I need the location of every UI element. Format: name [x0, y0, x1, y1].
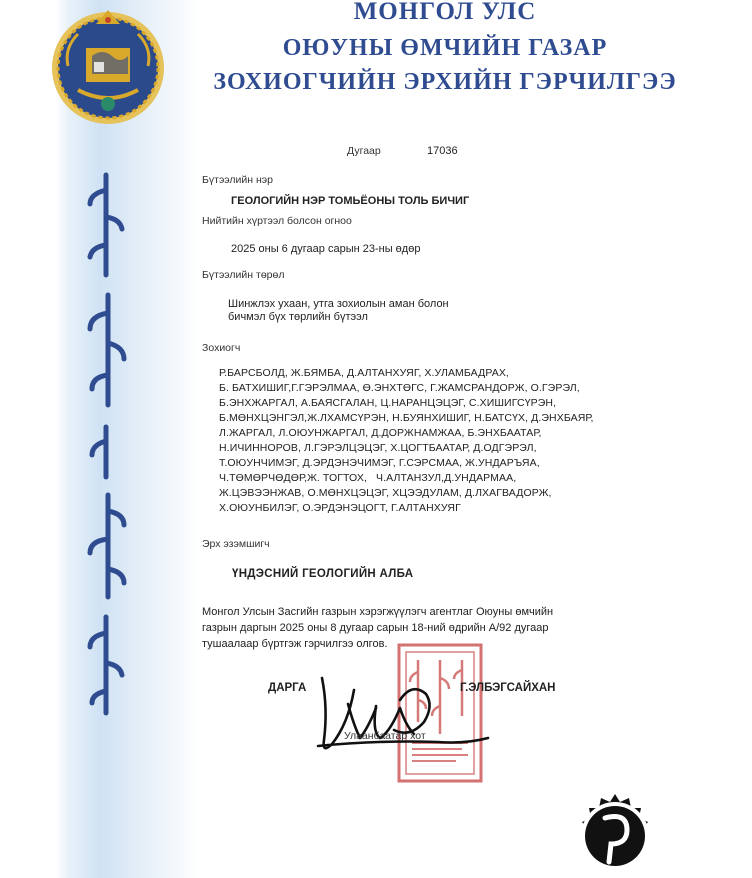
pub-date-label: Нийтийн хүртээл болсон огноо: [202, 215, 352, 227]
order-text-line: Монгол Улсын Засгийн газрын хэрэгжүүлэгч агентлаг Оюуны өмчийн: [202, 606, 554, 618]
author-line: Б.МӨНХЦЭНГЭЛ,Ж.ЛХАМСҮРЭН, Н.БУЯНХИШИГ, Н.БАТСҮХ, Д.ЭНХБАЯР,: [219, 412, 594, 424]
author-line: Б.ЭНХЖАРГАЛ, А.БАЯСГАЛАН, Ц.НАРАНЦЭЦЭГ, С.ХИШИГСҮРЭН,: [219, 397, 557, 409]
work-type-line: Шинжлэх ухаан, утга зохиолын аман болон: [228, 298, 449, 310]
number-value: 17036: [427, 145, 458, 157]
head-name: Г.ЭЛБЭГСАЙХАН: [460, 682, 556, 694]
work-type-line: бичмэл бүх төрлийн бүтээл: [228, 311, 368, 323]
state-emblem-icon: [48, 6, 168, 126]
author-line: Р.БАРСБОЛД, Ж.БЯМБА, Д.АЛТАНХУЯГ, Х.УЛАМБАДРАХ,: [219, 367, 509, 379]
owner-label: Эрх эзэмшигч: [202, 538, 270, 550]
authors-label: Зохиогч: [202, 342, 241, 354]
author-line: Т.ОЮУНЧИМЭГ, Д.ЭРДЭНЭЧИМЭГ, Г.СЭРСМАА, Ж.УНДАРЪЯА,: [219, 457, 540, 469]
head-title: ДАРГА: [268, 682, 307, 694]
author-line: Л.ЖАРГАЛ, Л.ОЮУНЖАРГАЛ, Д.ДОРЖНАМЖАА, Б.ЭНХБААТАР,: [219, 427, 542, 439]
owner-value: ҮНДЭСНИЙ ГЕОЛОГИЙН АЛБА: [232, 568, 414, 580]
header-certificate-title: ЗОХИОГЧИЙН ЭРХИЙН ГЭРЧИЛГЭЭ: [213, 69, 677, 95]
author-line: Ж.ЦЭВЭЭНЖАВ, О.МӨНХЦЭЦЭГ, ХЦЭЭДУЛАМ, Д.ЛХАГВАДОРЖ,: [219, 487, 552, 499]
pub-date-value: 2025 оны 6 дугаар сарын 23-ны өдөр: [231, 243, 421, 255]
city: Улаанбаатар хот: [344, 730, 426, 742]
work-name-label: Бүтээлийн нэр: [202, 174, 274, 186]
author-line: Ч.ТӨМӨРЧӨДӨР,Ж. ТОГТОХ, Ч.АЛТАНЗУЛ,Д.УНДАРМАА,: [219, 472, 517, 484]
order-text-line: газрын даргын 2025 оны 8 дугаар сарын 18-ний өдрийн А/92 дугаар: [202, 622, 549, 634]
signature: [300, 660, 500, 770]
header-agency: ОЮУНЫ ӨМЧИЙН ГАЗАР: [282, 35, 608, 61]
order-text-line: тушаалаар бүртгэж гэрчилгээ олгов.: [202, 638, 388, 650]
intellectual-property-badge-icon: [555, 772, 675, 878]
header-country: МОНГОЛ УЛС: [353, 0, 537, 25]
number-label: Дугаар: [347, 145, 381, 157]
work-type-label: Бүтээлийн төрөл: [202, 269, 285, 281]
work-name-value: ГЕОЛОГИЙН НЭР ТОМЬЁОНЫ ТОЛЬ БИЧИГ: [231, 195, 470, 207]
mongol-script-vertical: [78, 165, 134, 725]
author-line: Н.ИЧИННОРОВ, Л.ГЭРЭЛЦЭЦЭГ, Х.ЦОГТБААТАР, Д.ОДГЭРЭЛ,: [219, 442, 537, 454]
author-line: Х.ОЮУНБИЛЭГ, О.ЭРДЭНЭЦОГТ, Г.АЛТАНХУЯГ: [219, 502, 461, 514]
author-line: Б. БАТХИШИГ,Г.ГЭРЭЛМАА, Ө.ЭНХТӨГС, Г.ЖАМСРАНДОРЖ, О.ГЭРЭЛ,: [219, 382, 580, 394]
